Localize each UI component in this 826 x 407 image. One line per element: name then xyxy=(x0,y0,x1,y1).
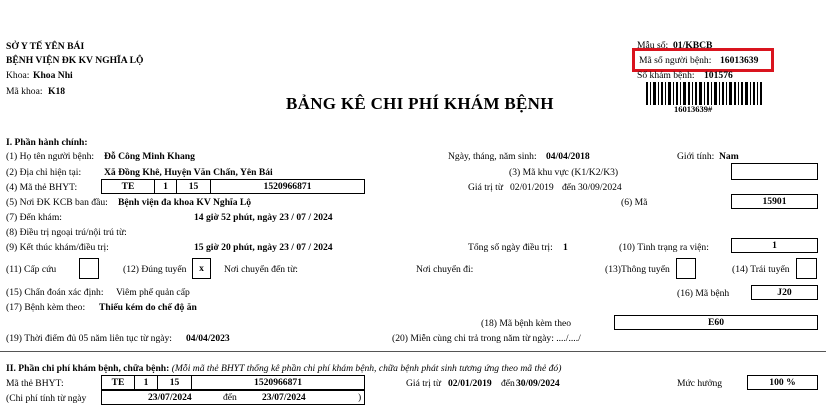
patient-code-label: Mã số người bệnh: xyxy=(639,55,712,66)
page-title: BẢNG KÊ CHI PHÍ KHÁM BỆNH xyxy=(286,94,554,113)
barcode-image xyxy=(646,82,762,105)
emergency-label: (11) Cấp cứu xyxy=(6,264,57,275)
benefit-level-value: 100 % xyxy=(747,375,818,390)
exam-number-label: Số khám bệnh: xyxy=(637,70,695,81)
card-cell: TE xyxy=(102,376,135,389)
registered-facility-label: (5) Nơi ĐK KCB ban đầu: xyxy=(6,197,108,208)
treatment-from-label: (8) Điều trị ngoại trú/nội trú từ: xyxy=(6,227,127,238)
sex-label: Giới tính: xyxy=(677,151,715,162)
treatment-end-label: (9) Kết thúc khám/điều trị: xyxy=(6,242,109,253)
card-cell: TE xyxy=(102,180,155,193)
area-code-box xyxy=(731,163,818,180)
discharge-status-value: 1 xyxy=(731,238,818,253)
sex-value: Nam xyxy=(719,151,739,162)
continuous-5y-label: (19) Thời điểm đủ 05 năm liên tục từ ngày: xyxy=(6,333,172,344)
department-code-label: Mã khoa: xyxy=(6,86,43,97)
comorbidity-value: Thiếu kém do chế độ ăn xyxy=(99,302,197,313)
section1-heading: I. Phần hành chính: xyxy=(6,137,88,148)
emergency-checkbox xyxy=(79,258,99,279)
cost-from-value: 23/07/2024 xyxy=(148,392,192,403)
total-days-label: Tổng số ngày điều trị: xyxy=(468,242,553,253)
department-label: Khoa: xyxy=(6,70,30,81)
patient-code-highlight xyxy=(632,48,774,72)
address-value: Xã Đồng Khê, Huyện Văn Chấn, Yên Bái xyxy=(104,167,273,178)
cost-to-value: 23/07/2024 xyxy=(262,392,306,403)
patient-name-label: (1) Họ tên người bệnh: xyxy=(6,151,95,162)
cost-period-box xyxy=(101,390,365,405)
card-cell: 1 xyxy=(135,376,158,389)
valid-to-value: 30/09/2024 xyxy=(578,182,622,193)
s2-valid-from-value: 02/01/2019 xyxy=(448,378,492,389)
disease-code-label: (16) Mã bệnh xyxy=(677,288,730,299)
comorbidity-code-value: E60 xyxy=(614,315,818,330)
wrong-route-checkbox xyxy=(796,258,817,279)
comorbidity-code-label: (18) Mã bệnh kèm theo xyxy=(481,318,572,329)
disease-code-value: J20 xyxy=(751,285,818,300)
correct-route-label: (12) Đúng tuyến xyxy=(123,264,187,275)
total-days-value: 1 xyxy=(563,242,568,253)
transfer-from-label: Nơi chuyển đến từ: xyxy=(224,264,298,275)
comorbidity-label: (17) Bệnh kèm theo: xyxy=(6,302,86,313)
cross-route-checkbox xyxy=(676,258,696,279)
card-cell: 1 xyxy=(155,180,177,193)
cost-period-label: (Chi phí tính từ ngày xyxy=(6,393,87,404)
s2-valid-to-value: 30/09/2024 xyxy=(516,378,560,389)
registered-facility-value: Bệnh viện đa khoa KV Nghĩa Lộ xyxy=(118,197,252,208)
card-cell: 1520966871 xyxy=(254,377,302,388)
form-number-value: 01/KBCB xyxy=(673,40,713,51)
diagnosis-value: Viêm phế quản cấp xyxy=(116,287,190,298)
form-number-label: Mẫu số: xyxy=(637,40,669,51)
card-cell: 1520966871 xyxy=(263,181,312,192)
correct-route-checkbox: x xyxy=(192,258,211,279)
valid-from-value: 02/01/2019 xyxy=(510,182,554,193)
discharge-status-label: (10) Tình trạng ra viện: xyxy=(619,242,709,253)
card-cell: 15 xyxy=(158,376,192,389)
exam-number-value: 101576 xyxy=(704,70,733,81)
area-code-label: (3) Mã khu vực (K1/K2/K3) xyxy=(509,167,619,178)
diagnosis-label: (15) Chẩn đoán xác định: xyxy=(6,287,104,298)
continuous-5y-value: 04/04/2023 xyxy=(186,333,230,344)
s2-card-label: Mã thẻ BHYT: xyxy=(6,378,64,389)
facility-code-value: 15901 xyxy=(731,194,818,209)
address-label: (2) Địa chỉ hiện tại: xyxy=(6,167,82,178)
arrival-label: (7) Đến khám: xyxy=(6,212,62,223)
wrong-route-label: (14) Trái tuyến xyxy=(732,264,790,275)
transfer-to-label: Nơi chuyển đi: xyxy=(416,264,474,275)
card-cell: 15 xyxy=(177,180,211,193)
barcode-text: 16013639# xyxy=(674,104,713,114)
s2-valid-label: Giá trị từ xyxy=(406,378,442,389)
section2-heading-row xyxy=(6,363,561,374)
s2-insurance-card-number xyxy=(101,375,365,390)
valid-label: Giá trị từ xyxy=(468,182,504,193)
patient-code-value: 16013639 xyxy=(720,55,759,66)
patient-name-value: Đỗ Công Minh Khang xyxy=(104,151,195,162)
dob-label: Ngày, tháng, năm sinh: xyxy=(448,151,537,162)
department-of-health: SỞ Y TẾ YÊN BÁI xyxy=(6,41,85,52)
cost-to-label: đến xyxy=(223,392,237,403)
insurance-card-label: (4) Mã thẻ BHYT: xyxy=(6,182,78,193)
valid-to-label: đến xyxy=(562,182,576,193)
section-divider xyxy=(0,351,826,352)
copay-exempt-label: (20) Miễn cùng chi trả trong năm từ ngày: ..../..../ xyxy=(392,333,581,344)
department-value: Khoa Nhi xyxy=(33,70,73,81)
facility-code-label: (6) Mã xyxy=(621,197,648,208)
hospital-name: BỆNH VIỆN ĐK KV NGHĨA LỘ xyxy=(6,55,144,66)
section2-heading: II. Phần chi phí khám bệnh, chữa bệnh: xyxy=(6,363,170,374)
arrival-value: 14 giờ 52 phút, ngày 23 / 07 / 2024 xyxy=(194,212,333,223)
cross-route-label: (13)Thông tuyến xyxy=(605,264,670,275)
s2-valid-to-label: đến xyxy=(501,378,515,389)
dob-value: 04/04/2018 xyxy=(546,151,590,162)
section2-note: (Mỗi mã thẻ BHYT thống kê phần chi phí khám bệnh, chữa bệnh phát sinh tương ứng theo mã thẻ đó) xyxy=(171,363,562,374)
insurance-card-number xyxy=(101,179,365,194)
department-code-value: K18 xyxy=(48,86,66,97)
treatment-end-value: 15 giờ 20 phút, ngày 23 / 07 / 2024 xyxy=(194,242,333,253)
cost-period-close: ) xyxy=(358,392,362,403)
benefit-level-label: Mức hưởng xyxy=(677,378,723,389)
